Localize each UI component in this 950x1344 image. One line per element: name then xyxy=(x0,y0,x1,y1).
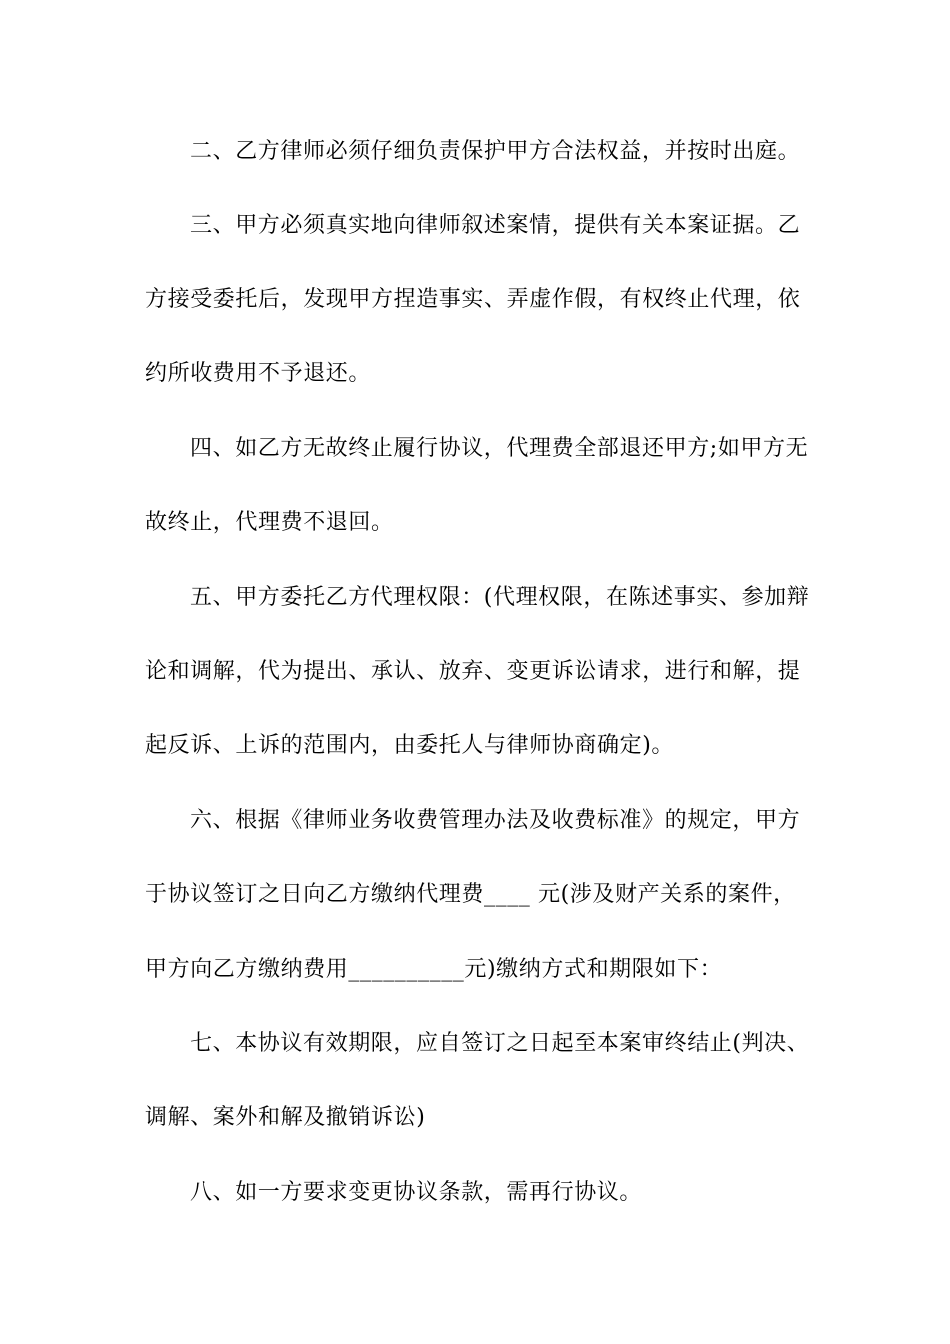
clause-6-line-1: 六、根据《律师业务收费管理办法及收费标准》的规定，甲方 xyxy=(190,808,801,833)
clause-4-line-1: 四、如乙方无故终止履行协议，代理费全部退还甲方;如甲方无 xyxy=(190,436,809,461)
clause-5-line-3: 起反诉、上诉的范围内，由委托人与律师协商确定)。 xyxy=(145,733,674,758)
clause-7-line-2: 调解、案外和解及撤销诉讼) xyxy=(145,1105,426,1130)
clause-3-line-3: 约所收费用不予退还。 xyxy=(145,361,372,386)
clause-2-line-1: 二、乙方律师必须仔细负责保护甲方合法权益，并按时出庭。 xyxy=(190,139,801,164)
clause-5-line-2: 论和调解，代为提出、承认、放弃、变更诉讼请求，进行和解，提 xyxy=(145,659,801,684)
clause-3-line-1: 三、甲方必须真实地向律师叙述案情，提供有关本案证据。乙 xyxy=(190,213,801,238)
clause-6-line-3: 甲方向乙方缴纳费用__________元)缴纳方式和期限如下： xyxy=(145,957,723,982)
clause-4-line-2: 故终止，代理费不退回。 xyxy=(145,510,394,535)
clause-5-line-1: 五、甲方委托乙方代理权限：(代理权限，在陈述事实、参加辩 xyxy=(190,585,810,610)
clause-3-line-2: 方接受委托后，发现甲方捏造事实、弄虚作假，有权终止代理，依 xyxy=(145,287,801,312)
clause-7-line-1: 七、本协议有效期限，应自签订之日起至本案审终结止(判决、 xyxy=(190,1031,810,1056)
clause-8-line-1: 八、如一方要求变更协议条款，需再行协议。 xyxy=(190,1180,643,1205)
clause-6-line-2: 于协议签订之日向乙方缴纳代理费____ 元(涉及财产关系的案件， xyxy=(145,882,796,907)
